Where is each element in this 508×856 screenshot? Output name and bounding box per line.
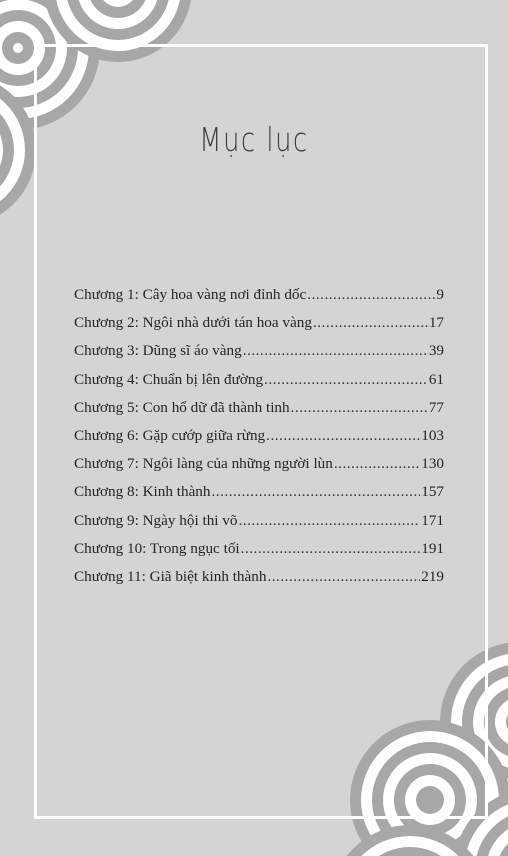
toc-page-number: 9 [436, 286, 444, 303]
toc-page-number: 39 [428, 342, 444, 360]
dot-leader [334, 455, 420, 473]
toc-entry[interactable] [74, 286, 444, 314]
toc-page-number: 77 [428, 398, 444, 416]
dot-leader [266, 427, 420, 445]
toc-entry-title: Chương 11: Giã biệt kinh thành [74, 567, 267, 585]
dot-leader [307, 286, 435, 304]
toc-entry-title: Chương 4: Chuẩn bị lên đường [74, 370, 264, 388]
toc-entry[interactable] [74, 540, 444, 568]
toc-page-number: 191 [421, 539, 444, 557]
toc-entry-title: Chương 7: Ngôi làng của những người lùn [74, 455, 333, 473]
table-of-contents [74, 286, 444, 596]
toc-entry[interactable] [74, 512, 444, 540]
wave-ring [13, 43, 23, 53]
dot-leader [264, 371, 428, 389]
toc-entry-title: Chương 10: Trong ngục tối [74, 539, 240, 557]
dot-leader [313, 314, 428, 332]
toc-page-number: 171 [421, 511, 444, 529]
toc-entry[interactable] [74, 455, 444, 483]
dot-leader [291, 399, 428, 417]
dot-leader [243, 342, 428, 360]
toc-entry-title: Chương 5: Con hổ dữ đã thành tinh [74, 398, 290, 416]
toc-page-number: 61 [428, 370, 444, 388]
toc-entry[interactable] [74, 568, 444, 596]
toc-entry-title: Chương 9: Ngày hội thi võ [74, 511, 238, 529]
toc-entry[interactable] [74, 399, 444, 427]
toc-entry-title: Chương 8: Kinh thành [74, 483, 211, 501]
toc-page-number: 157 [421, 483, 444, 501]
toc-entry-title: Chương 2: Ngôi nhà dưới tán hoa vàng [74, 314, 312, 332]
toc-entry[interactable] [74, 342, 444, 370]
dot-leader [212, 483, 421, 501]
toc-entry[interactable] [74, 483, 444, 511]
page-title: Mục lục [199, 120, 309, 159]
dot-leader [267, 568, 420, 586]
toc-entry-title: Chương 1: Cây hoa vàng nơi đỉnh dốc [74, 286, 307, 303]
toc-entry[interactable] [74, 371, 444, 399]
toc-page-number: 130 [421, 455, 444, 473]
toc-entry[interactable] [74, 427, 444, 455]
toc-entry[interactable] [74, 314, 444, 342]
toc-page-number: 219 [421, 567, 444, 585]
toc-page-number: 17 [428, 314, 444, 332]
dot-leader [241, 540, 421, 558]
toc-entry-title: Chương 3: Dũng sĩ áo vàng [74, 342, 242, 360]
dot-leader [239, 512, 421, 530]
toc-page-number: 103 [421, 426, 444, 444]
toc-entry-title: Chương 6: Gặp cướp giữa rừng [74, 426, 266, 444]
